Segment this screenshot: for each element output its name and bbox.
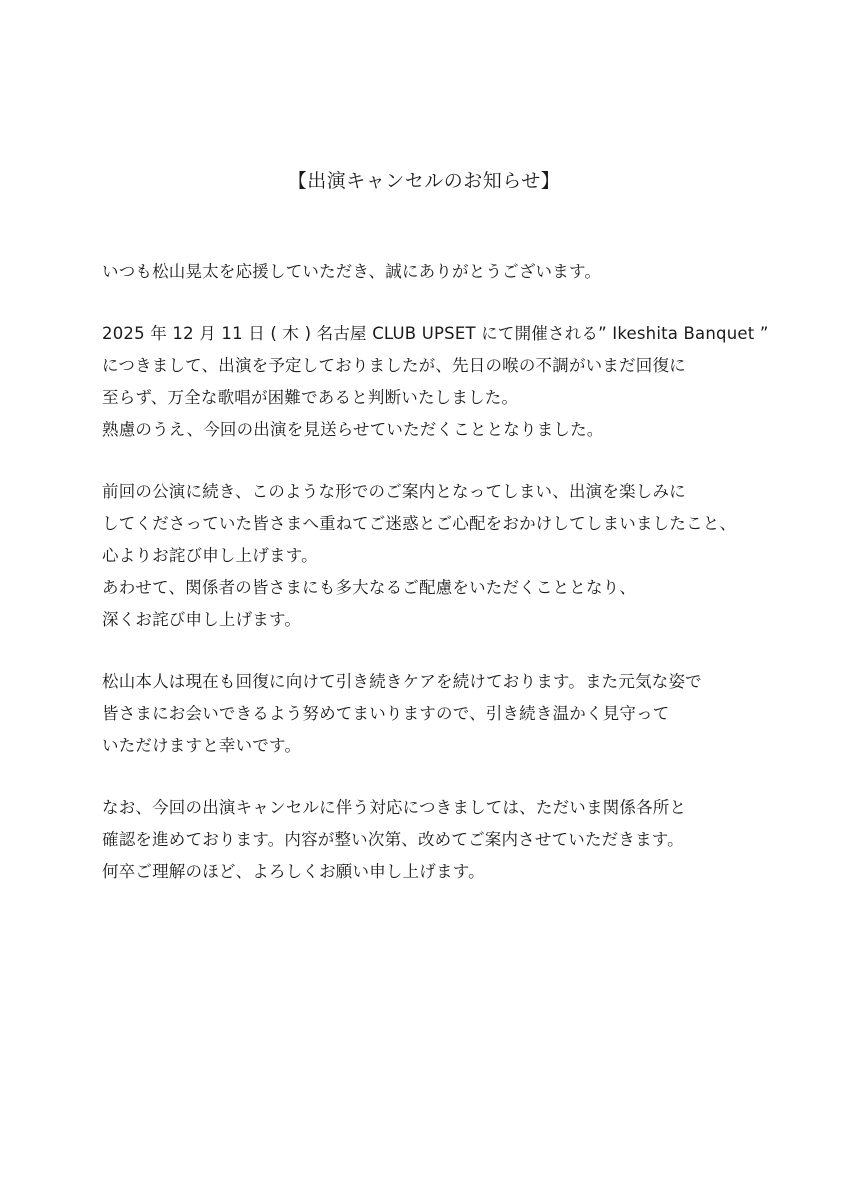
text-line: 何卒ご理解のほど、よろしくお願い申し上げます。 — [102, 862, 485, 881]
text-line: 松山本人は現在も回復に向けて引き続きケアを続けております。また元気な姿で — [102, 672, 702, 691]
notice-title: 【出演キャンセルのお知らせ】 — [287, 170, 561, 192]
text-line: 心よりお詫び申し上げます。 — [102, 546, 318, 565]
text-line: 至らず、万全な歌唱が困難であると判断いたしました。 — [102, 388, 519, 407]
paragraph-recovery — [102, 666, 822, 762]
text-line: 皆さまにお会いできるよう努めてまいりますので、引き続き温かく見守って — [102, 704, 670, 723]
paragraph-cancellation — [102, 318, 822, 446]
text-line: いただけますと幸いです。 — [102, 736, 302, 755]
text-line: 確認を進めております。内容が整い次第、改めてご案内させていただきます。 — [102, 830, 684, 849]
text-line: なお、今回の出演キャンセルに伴う対応につきましては、ただいま関係各所と — [102, 798, 687, 817]
notice-body — [102, 256, 822, 918]
paragraph-greeting — [102, 256, 822, 288]
paragraph-closing — [102, 792, 822, 888]
text-line: 熟慮のうえ、今回の出演を見送らせていただくこととなりました。 — [102, 420, 604, 439]
text-line: 2025 年 12 月 11 日 ( 木 ) 名古屋 CLUB UPSET にて開催される” Ikeshita Banquet ” — [102, 324, 769, 343]
text-line: 深くお詫び申し上げます。 — [102, 610, 302, 629]
text-line: してくださっていた皆さまへ重ねてご迷惑とご心配をおかけしてしまいましたこと、 — [102, 514, 737, 533]
text-line: あわせて、関係者の皆さまにも多大なるご配慮をいただくこととなり、 — [102, 578, 637, 597]
text-line: につきまして、出演を予定しておりましたが、先日の喉の不調がいまだ回復に — [102, 356, 686, 375]
text-line: 前回の公演に続き、このような形でのご案内となってしまい、出演を楽しみに — [102, 482, 686, 501]
paragraph-apology — [102, 476, 822, 636]
text-line: いつも松山晃太を応援していただき、誠にありがとうございます。 — [102, 262, 602, 281]
